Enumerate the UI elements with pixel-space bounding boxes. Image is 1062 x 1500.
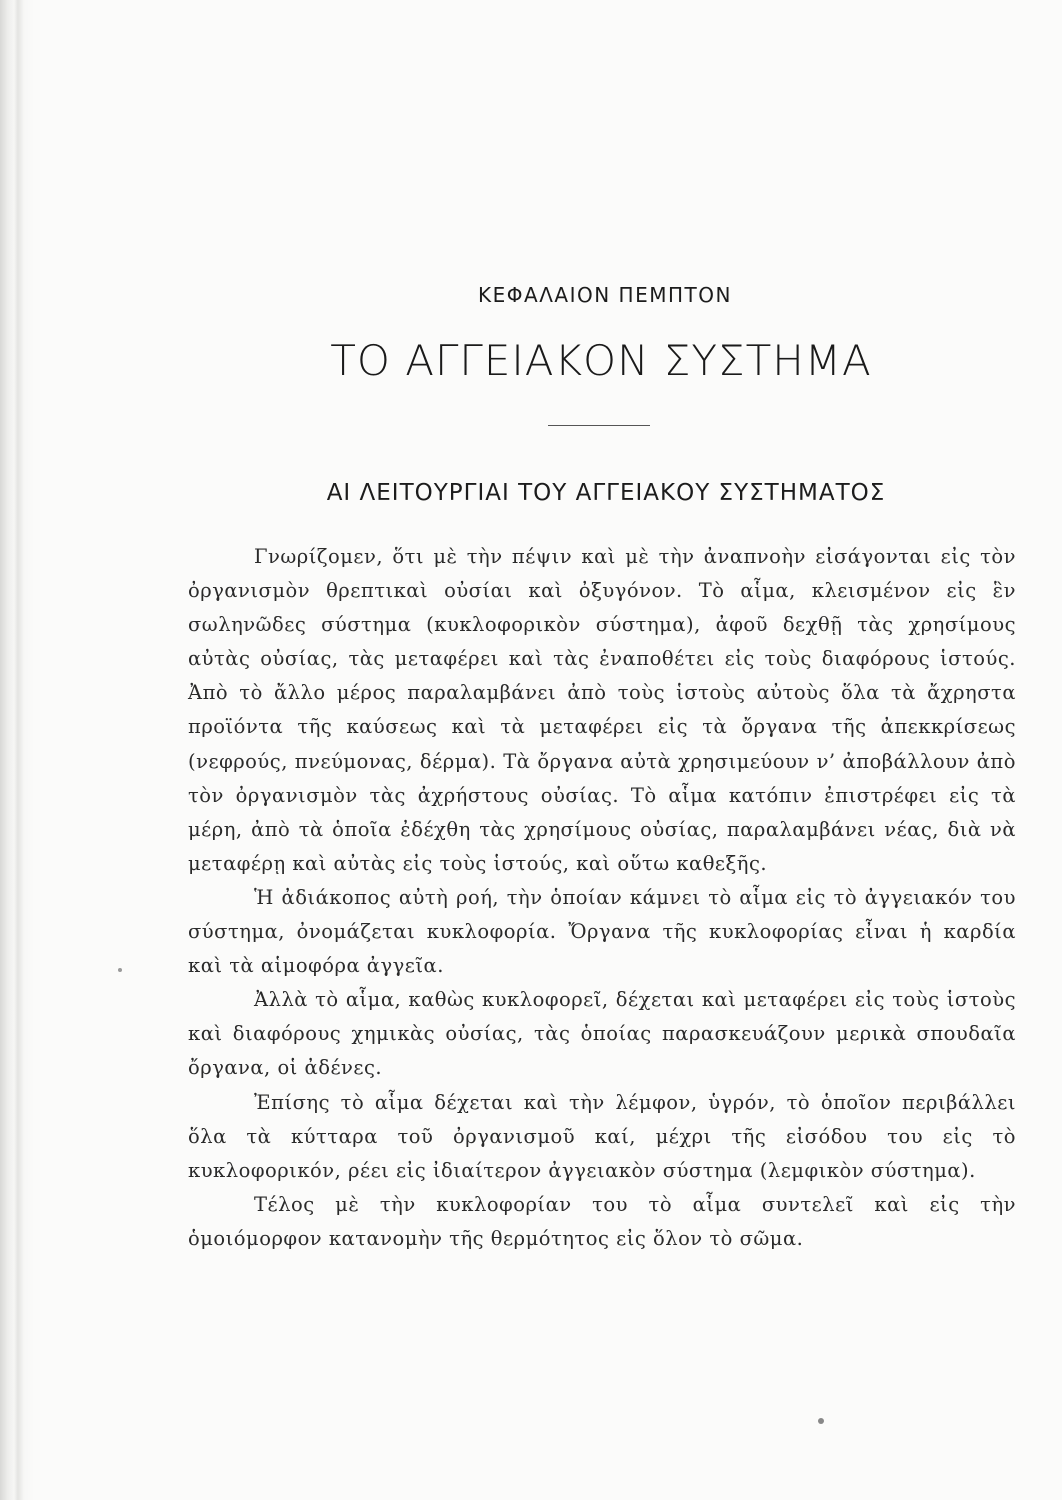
paragraph-2: Ἡ ἀδιάκοπος αὐτὴ ροή, τὴν ὁποίαν κάμνει τὸ αἷμα εἰς τὸ ἀγγειακόν του σύστημα, ὀνομάζεται κυκλοφορία. Ὄργανα τῆς κυκλοφορίας εἶναι ἡ καρδία καὶ τὰ αἱμοφόρα ἀγγεῖα. (188, 885, 1016, 978)
page-binding-edge (0, 0, 34, 1500)
body-text (188, 540, 1016, 1256)
paragraph-3: Ἀλλὰ τὸ αἷμα, καθὼς κυκλοφορεῖ, δέχεται καὶ μεταφέρει εἰς τοὺς ἱστοὺς καὶ διαφόρους χημικὰς οὐσίας, τὰς ὁποίας παρασκευάζουν μερικὰ σπουδαῖα ὄργανα, οἱ ἀδένες. (188, 988, 1016, 1080)
print-speck (118, 968, 122, 972)
chapter-title: ΤΟ ΑΓΓΕΙΑΚΟΝ ΣΥΣΤΗΜΑ (330, 336, 872, 385)
paragraph-1: Γνωρίζομεν, ὅτι μὲ τὴν πέψιν καὶ μὲ τὴν ἀναπνοὴν εἰσάγονται εἰς τὸν ὀργανισμὸν θρεπτικαὶ οὐσίαι καὶ ὀξυγόνον. Τὸ αἷμα, κλεισμένον εἰς ἓν σωληνῶδες σύστημα (κυκλοφορικὸν σύστημα), ἀφοῦ δεχθῇ τὰς χρησίμους αὐτὰς οὐσίας, τὰς μεταφέρει καὶ τὰς ἐναποθέτει εἰς τοὺς διαφόρους ἱστούς. Ἀπὸ τὸ ἄλλο μέρος παραλαμβάνει ἀπὸ τοὺς ἱστοὺς αὐτοὺς ὅλα τὰ ἄχρηστα προϊόντα τῆς καύσεως καὶ τὰ μεταφέρει εἰς τὰ ὄργανα τῆς ἀπεκκρίσεως (νεφρούς, πνεύμονας, δέρμα). Τὰ ὄργανα αὐτὰ χρησιμεύουν ν’ ἀποβάλλουν ἀπὸ τὸν ὀργανισμὸν τὰς ἀχρήστους οὐσίας. Τὸ αἷμα κατόπιν ἐπιστρέφει εἰς τὰ μέρη, ἀπὸ τὰ ὁποῖα ἐδέχθη τὰς χρησίμους οὐσίας, παραλαμβάνει νέας, διὰ νὰ μεταφέρῃ καὶ αὐτὰς εἰς τοὺς ἱστούς, καὶ οὕτω καθεξῆς. (188, 545, 1016, 875)
section-title: ΑΙ ΛΕΙΤΟΥΡΓΙΑΙ ΤΟΥ ΑΓΓΕΙΑΚΟΥ ΣΥΣΤΗΜΑΤΟΣ (326, 480, 886, 506)
print-speck (818, 1418, 824, 1424)
paragraph-4: Ἐπίσης τὸ αἷμα δέχεται καὶ τὴν λέμφον, ὑγρόν, τὸ ὁποῖον περιβάλλει ὅλα τὰ κύτταρα τοῦ ὀργανισμοῦ καί, μέχρι τῆς εἰσόδου του εἰς τὸ κυκλοφορικόν, ρέει εἰς ἰδιαίτερον ἀγγειακὸν σύστημα (λεμφικὸν σύστημα). (188, 1090, 1016, 1182)
paragraph-5: Τέλος μὲ τὴν κυκλοφορίαν του τὸ αἷμα συντελεῖ καὶ εἰς τὴν ὁμοιόμορφον κατανομὴν τῆς θερμότητος εἰς ὅλον τὸ σῶμα. (188, 1192, 1016, 1250)
chapter-label: ΚΕΦΑΛΑΙΟΝ ΠΕΜΠΤΟΝ (478, 283, 732, 307)
title-divider (548, 425, 650, 426)
